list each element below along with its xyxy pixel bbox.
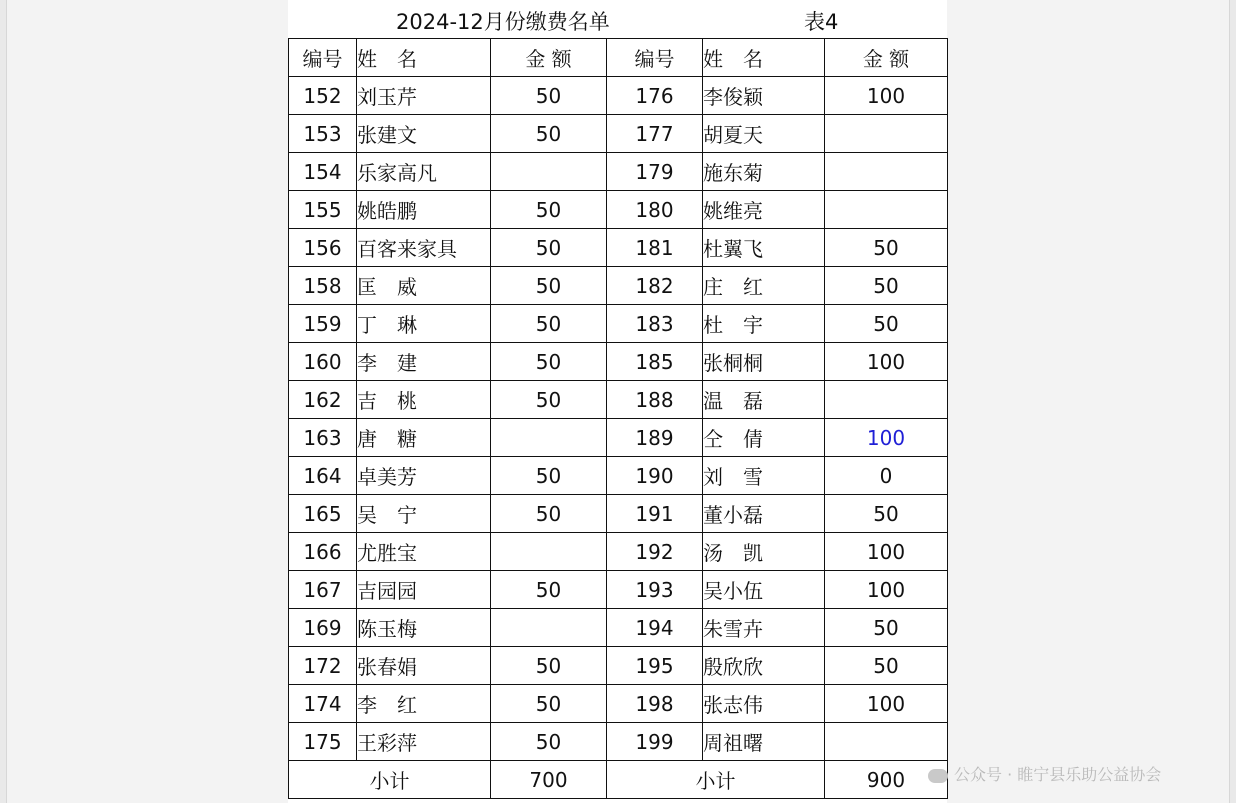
cell-amount-right — [825, 381, 948, 419]
cell-name-left: 王彩萍 — [357, 723, 491, 761]
cell-no-right: 177 — [607, 115, 703, 153]
cell-no-right: 199 — [607, 723, 703, 761]
cell-no-left: 175 — [289, 723, 357, 761]
table-row — [289, 115, 948, 153]
cell-amount-right: 100 — [825, 343, 948, 381]
cell-no-left: 169 — [289, 609, 357, 647]
cell-amount-right — [825, 153, 948, 191]
table-row — [289, 723, 948, 761]
window-right-edge — [1229, 0, 1236, 803]
cell-name-left: 张建文 — [357, 115, 491, 153]
cell-amount-left: 50 — [491, 381, 607, 419]
cell-amount-left: 50 — [491, 647, 607, 685]
cell-amount-right — [825, 723, 948, 761]
cell-name-left: 丁 琳 — [357, 305, 491, 343]
cell-amount-right: 100 — [825, 419, 948, 457]
cell-name-left: 吴 宁 — [357, 495, 491, 533]
cell-amount-right — [825, 115, 948, 153]
table-row — [289, 419, 948, 457]
title-row — [288, 0, 947, 38]
cell-name-left: 唐 糖 — [357, 419, 491, 457]
cell-amount-left — [491, 609, 607, 647]
cell-no-left: 172 — [289, 647, 357, 685]
cell-no-right: 181 — [607, 229, 703, 267]
cell-name-right: 张桐桐 — [703, 343, 825, 381]
cell-amount-left: 50 — [491, 723, 607, 761]
cell-amount-left: 50 — [491, 457, 607, 495]
payment-table — [288, 38, 948, 799]
cell-name-right: 汤 凯 — [703, 533, 825, 571]
cell-no-right: 182 — [607, 267, 703, 305]
cell-no-right: 194 — [607, 609, 703, 647]
cell-amount-right: 50 — [825, 305, 948, 343]
cell-name-right: 殷欣欣 — [703, 647, 825, 685]
cell-no-right: 191 — [607, 495, 703, 533]
cell-name-right: 李俊颖 — [703, 77, 825, 115]
cell-name-right: 杜翼飞 — [703, 229, 825, 267]
spreadsheet-sheet — [288, 0, 1162, 803]
cell-amount-left: 50 — [491, 571, 607, 609]
cell-amount-right: 0 — [825, 457, 948, 495]
cell-name-left: 刘玉芹 — [357, 77, 491, 115]
cell-no-right: 195 — [607, 647, 703, 685]
header-no-left: 编号 — [289, 39, 357, 77]
cell-amount-right: 100 — [825, 77, 948, 115]
cell-name-left: 李 红 — [357, 685, 491, 723]
table-row — [289, 229, 948, 267]
header-name-left: 姓 名 — [357, 39, 491, 77]
cell-name-left: 吉 桃 — [357, 381, 491, 419]
cell-name-right: 姚维亮 — [703, 191, 825, 229]
header-name-right: 姓 名 — [703, 39, 825, 77]
cell-name-left: 匡 威 — [357, 267, 491, 305]
table-row — [289, 343, 948, 381]
cell-name-right: 刘 雪 — [703, 457, 825, 495]
subtotal-label-right: 小计 — [607, 761, 825, 799]
cell-name-left: 吉园园 — [357, 571, 491, 609]
watermark — [928, 762, 1161, 785]
cell-name-right: 杜 宇 — [703, 305, 825, 343]
table-row — [289, 685, 948, 723]
table-row — [289, 381, 948, 419]
header-no-right: 编号 — [607, 39, 703, 77]
cell-amount-right: 50 — [825, 229, 948, 267]
table-row — [289, 571, 948, 609]
table-row — [289, 305, 948, 343]
cell-no-left: 155 — [289, 191, 357, 229]
header-row — [289, 39, 948, 77]
cell-no-left: 156 — [289, 229, 357, 267]
cell-amount-right: 50 — [825, 495, 948, 533]
subtotal-label-left: 小计 — [289, 761, 491, 799]
cell-amount-left: 50 — [491, 77, 607, 115]
cell-amount-right: 50 — [825, 267, 948, 305]
cell-amount-right: 50 — [825, 647, 948, 685]
cell-amount-left: 50 — [491, 267, 607, 305]
cell-name-right: 仝 倩 — [703, 419, 825, 457]
cell-no-right: 189 — [607, 419, 703, 457]
cell-name-left: 姚皓鹏 — [357, 191, 491, 229]
cell-amount-right: 50 — [825, 609, 948, 647]
table-row — [289, 77, 948, 115]
cell-no-left: 154 — [289, 153, 357, 191]
table-number: 表4 — [804, 10, 839, 34]
cell-name-right: 周祖曙 — [703, 723, 825, 761]
cell-no-left: 162 — [289, 381, 357, 419]
cell-amount-left: 50 — [491, 229, 607, 267]
cell-name-right: 董小磊 — [703, 495, 825, 533]
cell-no-right: 185 — [607, 343, 703, 381]
cell-no-left: 174 — [289, 685, 357, 723]
header-amount-right: 金 额 — [825, 39, 948, 77]
cell-no-right: 193 — [607, 571, 703, 609]
table-row — [289, 153, 948, 191]
cell-no-left: 160 — [289, 343, 357, 381]
cell-name-right: 张志伟 — [703, 685, 825, 723]
table-row — [289, 647, 948, 685]
subtotal-left: 700 — [491, 761, 607, 799]
table-row — [289, 457, 948, 495]
cell-no-right: 192 — [607, 533, 703, 571]
cell-name-right: 施东菊 — [703, 153, 825, 191]
subtotal-right: 900 — [825, 761, 948, 799]
cell-name-left: 陈玉梅 — [357, 609, 491, 647]
sheet-title: 2024-12月份缴费名单 — [396, 10, 610, 34]
cell-amount-left — [491, 153, 607, 191]
cell-amount-right: 100 — [825, 533, 948, 571]
cell-amount-left: 50 — [491, 495, 607, 533]
cell-name-right: 温 磊 — [703, 381, 825, 419]
header-amount-left: 金 额 — [491, 39, 607, 77]
cell-no-left: 164 — [289, 457, 357, 495]
cell-amount-left: 50 — [491, 685, 607, 723]
cell-amount-left: 50 — [491, 305, 607, 343]
cell-no-right: 183 — [607, 305, 703, 343]
cell-name-left: 尤胜宝 — [357, 533, 491, 571]
cell-no-left: 158 — [289, 267, 357, 305]
cell-no-right: 180 — [607, 191, 703, 229]
cell-amount-left: 50 — [491, 343, 607, 381]
table-row — [289, 267, 948, 305]
cell-no-left: 166 — [289, 533, 357, 571]
cell-name-right: 庄 红 — [703, 267, 825, 305]
cell-amount-left: 50 — [491, 115, 607, 153]
table-row — [289, 495, 948, 533]
cell-no-right: 188 — [607, 381, 703, 419]
cell-amount-left — [491, 533, 607, 571]
cell-amount-left — [491, 419, 607, 457]
cell-name-right: 朱雪卉 — [703, 609, 825, 647]
cell-no-right: 176 — [607, 77, 703, 115]
cell-name-left: 百客来家具 — [357, 229, 491, 267]
cell-name-left: 卓美芳 — [357, 457, 491, 495]
cell-no-left: 153 — [289, 115, 357, 153]
cell-name-left: 乐家高凡 — [357, 153, 491, 191]
cell-no-right: 190 — [607, 457, 703, 495]
wechat-icon — [928, 769, 948, 783]
cell-amount-right: 100 — [825, 685, 948, 723]
table-row — [289, 191, 948, 229]
subtotal-row — [289, 761, 948, 799]
cell-no-left: 159 — [289, 305, 357, 343]
cell-name-right: 胡夏天 — [703, 115, 825, 153]
cell-no-left: 165 — [289, 495, 357, 533]
window-left-edge — [0, 0, 7, 803]
cell-no-left: 163 — [289, 419, 357, 457]
cell-name-right: 吴小伍 — [703, 571, 825, 609]
cell-amount-right — [825, 191, 948, 229]
cell-name-left: 李 建 — [357, 343, 491, 381]
watermark-text: 公众号 · 睢宁县乐助公益协会 — [954, 765, 1162, 784]
cell-name-left: 张春娟 — [357, 647, 491, 685]
cell-amount-left: 50 — [491, 191, 607, 229]
cell-no-left: 152 — [289, 77, 357, 115]
cell-no-right: 198 — [607, 685, 703, 723]
cell-no-right: 179 — [607, 153, 703, 191]
table-row — [289, 609, 948, 647]
table-body — [289, 39, 948, 799]
cell-amount-right: 100 — [825, 571, 948, 609]
table-row — [289, 533, 948, 571]
cell-no-left: 167 — [289, 571, 357, 609]
